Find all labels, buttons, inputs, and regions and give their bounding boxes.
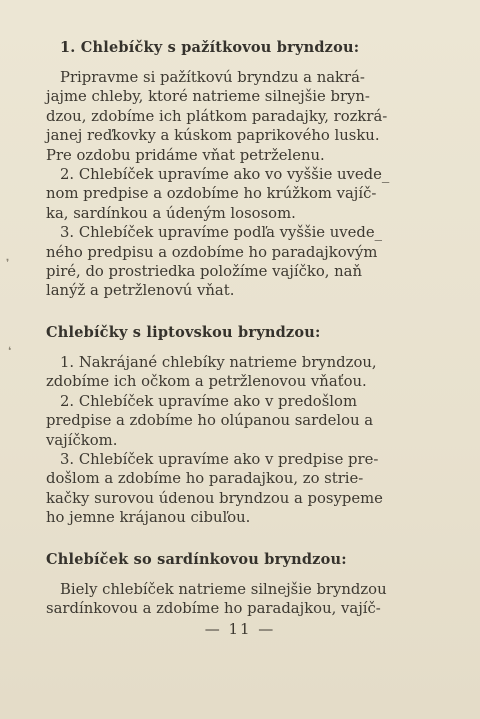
section-body-sardinkova xyxy=(46,580,438,619)
text-line: predpise a zdobíme ho olúpanou sardelou a xyxy=(46,412,374,430)
text-line: lanýž a petržlenovú vňat. xyxy=(46,282,235,300)
text-line: 2. Chlebíček upravíme ako v predošlom xyxy=(60,392,357,410)
margin-mark: ❜ xyxy=(6,258,10,269)
text-line: došlom a zdobíme ho paradajkou, zo strie- xyxy=(46,470,364,488)
section-title-pazitkova: 1. Chlebíčky s pažítkovou bryndzou: xyxy=(60,39,360,56)
section-body-liptovska xyxy=(46,353,438,528)
page-number: — 11 — xyxy=(204,620,276,638)
text-line: ho jemne krájanou cibuľou. xyxy=(46,509,251,527)
text-line: nom predpise a ozdobíme ho krúžkom vajíč- xyxy=(46,185,377,203)
text-line: Pripravme si pažítkovú bryndzu a nakrá- xyxy=(60,69,365,86)
text-line: dzou, zdobíme ich plátkom paradajky, rozkrá- xyxy=(46,107,388,125)
section-body-pazitkova xyxy=(46,68,438,301)
text-line: kačky surovou údenou bryndzou a posypeme xyxy=(46,489,383,507)
section-title-liptovska: Chlebíčky s liptovskou bryndzou: xyxy=(46,323,321,341)
text-line: Pre ozdobu pridáme vňat petrželenu. xyxy=(46,146,325,164)
text-line: vajíčkom. xyxy=(46,431,118,449)
text-line: sardínkovou a zdobíme ho paradajkou, vajíč- xyxy=(46,599,381,617)
text-line: Biely chlebíček natrieme silnejšie bryndzou xyxy=(60,580,387,598)
text-line: 3. Chlebíček upravíme podľa vyššie uvede_ xyxy=(60,224,383,242)
text-line: ného predpisu a ozdobíme ho paradajkovým xyxy=(46,243,378,261)
margin-mark: ❛ xyxy=(8,346,12,357)
text-line: janej reďkovky a kúskom paprikového lusku. xyxy=(46,127,380,145)
text-line: 1. Nakrájané chlebíky natrieme bryndzou, xyxy=(60,353,377,371)
text-line: 2. Chlebíček upravíme ako vo vyššie uvede_ xyxy=(60,166,390,184)
section-title-sardinkova: Chlebíček so sardínkovou bryndzou: xyxy=(46,550,347,568)
page-content xyxy=(46,38,438,618)
text-line: piré, do prostriedka položíme vajíčko, naň xyxy=(46,263,363,281)
text-line: ka, sardínkou a údeným lososom. xyxy=(46,204,296,222)
text-line: 3. Chlebíček upravíme ako v predpise pre- xyxy=(60,450,379,468)
text-line: jajme chleby, ktoré natrieme silnejšie bryn- xyxy=(46,88,370,106)
text-line: zdobíme ich očkom a petržlenovou vňaťou. xyxy=(46,373,367,391)
